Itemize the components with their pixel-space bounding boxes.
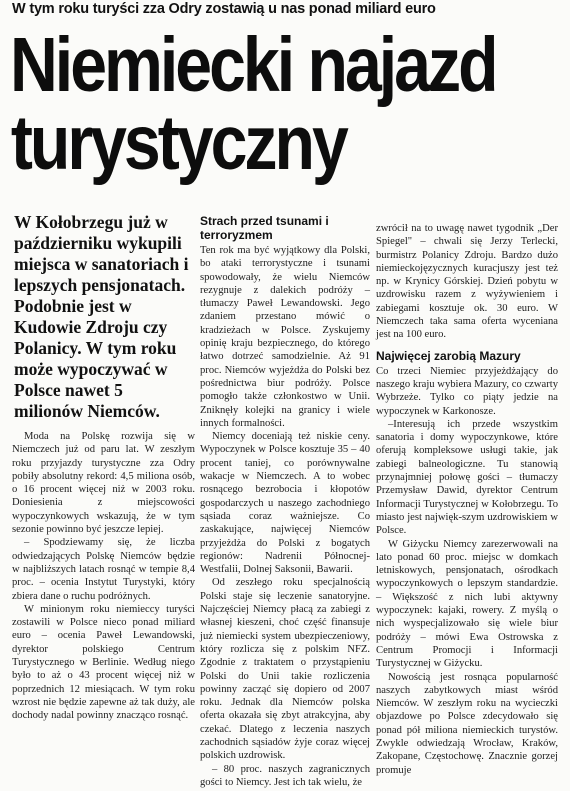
paragraph: Ten rok ma być wyjątkowy dla Polski, bo ataki terrorystyczne i tsunami spowodowały, że wielu Niemców rezygnuje z dalekich podróży – tłumaczy Paweł Lewandowski. Jego zdaniem przestano mówić o kradzieżach w Polsce. Zyskujemy opinię kraju bezpiecznego, do którego łatwo dotrzeć samodzielnie. Aż 91 proc. Niemców wyjeżdża do Polski bez pośrednictwa biur podróży. Polsce pomogło także członkostwo w Unii. Zniknęły kolejki na granicy i wiele innych formalności. (200, 245, 370, 429)
subheading: Najwięcej zarobią Mazury (376, 348, 521, 363)
column-2 (200, 214, 370, 789)
paragraph: –Interesują ich przede wszystkim sanatoria i domy wypoczynkowe, które oferują kompleksowe usługi takie, jak zabiegi balneologiczne. Tu stanowią przynajmniej połowę gości – tłumaczy Przemysław Dawid, dyrektor Centrum Informacji Turystycznej w Kołobrzegu. To miasto jest najwięk-szym uzdrowiskiem w Polsce. (376, 418, 558, 537)
paragraph: Niemcy doceniają też niskie ceny. Wypoczynek w Polsce kosztuje 35 – 40 procent taniej, co porównywalne wakacje w Niemczech. A to wobec rosnącego bezrobocia i kłopotów gospodarczych u naszego zachodniego sąsiada coraz ważniejsze. Co zaskakujące, najwięcej Niemców przyjeżdża do Polski z bogatych regionów: Nadrenii Północnej-Westfalii, Dolnej Saksonii, Bawarii. (200, 431, 370, 576)
headline (10, 22, 496, 186)
paragraph: – Spodziewamy się, że liczba odwiedzających Polskę Niemców będzie w najbliższych latach rosnąć w tempie 8,4 proc. – ocenia Instytut Turystyki, który zbiera dane o ruchu podróżnych. (12, 537, 195, 602)
paragraph: Nowością jest rosnąca popularność naszych zabytkowych miast wśród Niemców. W zeszłym roku na wycieczki objazdowe po Polsce zdecydowało się ponad pół miliona niemieckich turystów. Zwykle odwiedzają Wrocław, Kraków, Zakopane, Częstochowę. Znacznie gorzej promuje (376, 671, 558, 776)
lead-paragraph (14, 212, 194, 422)
headline-line-1: Niemiecki najazd (10, 22, 496, 108)
headline-line-2: turystyczny (10, 100, 346, 186)
column-1 (12, 430, 195, 723)
paragraph: Od zeszłego roku specjalnością Polski staje się leczenie sanatoryjne. Najczęściej Niemcy płacą za zabiegi z własnej kieszeni, choć część finansuje już niemiecki system ubezpieczeniowy, który rozlicza się z polskim NFZ. Zgodnie z traktatem o przystąpieniu Polski do Unii takie rozliczenia powinny zacząć się dopiero od 2007 roku. Jednak dla Niemców polska oferta okazała się zbyt atrakcyjna, aby czekać. Dlatego z leczenia naszych zachodnich sąsiadów żyje coraz więcej polskich uzdrowisk. (200, 577, 370, 762)
kicker: W tym roku turyści zza Odry zostawią u nas ponad miliard euro (12, 1, 436, 17)
paragraph: zwrócił na to uwagę nawet tygodnik „Der Spiegel" – chwali się Jerzy Terlecki, burmistrz Polanicy Zdroju. Bardzo dużo niemieckojęzycznych kuracjuszy jest też np. w Krynicy Górskiej. Dzień pobytu w uzdrowisku razem z wyżywieniem i zabiegami kosztuje ok. 30 euro. W Niemczech taka sama oferta wyceniana jest na 100 euro. (376, 223, 558, 341)
subheading: Strach przed tsunami i terroryzmem (200, 214, 329, 242)
paragraph: W Giżycku Niemcy zarezerwowali na lato ponad 60 proc. miejsc w domkach letniskowych, pensjonatach, ośrodkach wypoczynkowych o lepszym standardzie. – Większość z nich lubi aktywny wypoczynek: kajaki, rowery. Z myślą o nich wyspecjalizowało się wiele biur podróży – mówi Ewa Ostrowska z Centrum Promocji i Informacji Turystycznej w Giżycku. (376, 538, 558, 670)
paragraph: Moda na Polskę rozwija się w Niemczech już od paru lat. W zeszłym roku przyjazdy turystyczne zza Odry pobiły absolutny rekord: 4,5 miliona osób, o 16 procent więcej niż w 2003 roku. Doniesienia z miejscowości wypoczynkowych wskazują, że w tym sezonie powinno być jeszcze lepiej. (12, 431, 195, 536)
lead-text: W Kołobrzegu już w październiku wykupili miejsca w sanatoriach i lepszych pensjonatach. Podobnie jest w Kudowie Zdroju czy Polanicy. W tym roku może wypoczywać w Polsce nawet 5 milionów Niemców. (14, 212, 189, 421)
paragraph: – 80 proc. naszych zagranicznych gości to Niemcy. Jest ich tak wielu, że (200, 763, 370, 788)
paragraph: Co trzeci Niemiec przyjeżdżający do naszego kraju wybiera Mazury, co czwarty Wybrzeże. Tylko co piąty jedzie na wypoczynek w Karkonosze. (376, 365, 558, 417)
column-3 (376, 222, 558, 777)
paragraph: W minionym roku niemieccy turyści zostawili w Polsce nieco ponad miliard euro – ocenia Paweł Lewandowski, dyrektor polskiego Centrum Turystycznego w Berlinie. Według niego było to aż o 43 procent więcej niż w poprzednich 12 miesiącach. W tym roku wzrost nie będzie zapewne aż tak duży, ale dochody nadal powinny znacząco rosnąć. (12, 603, 195, 722)
